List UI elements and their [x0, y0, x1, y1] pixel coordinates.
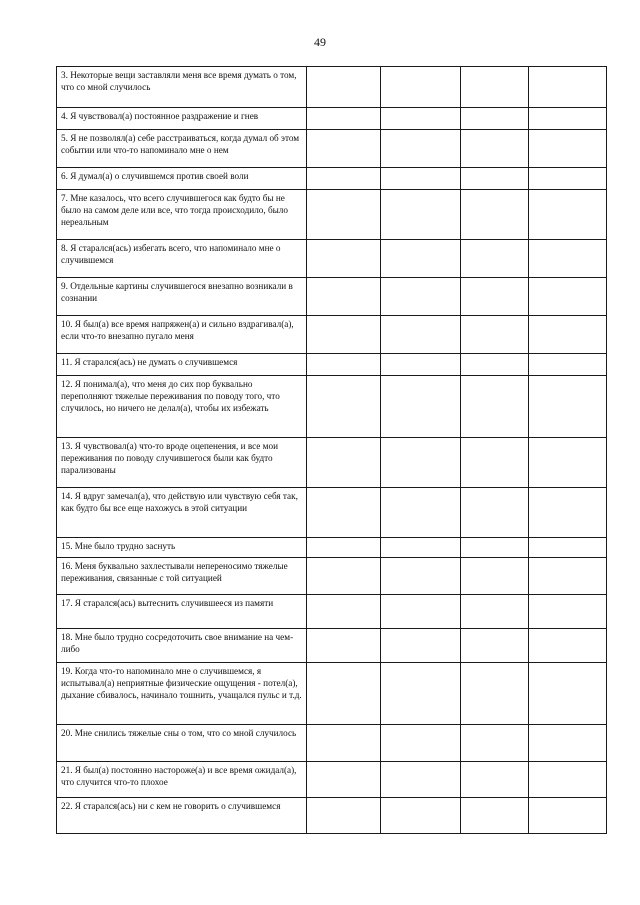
- answer-cell[interactable]: [529, 438, 607, 488]
- table-row: [57, 240, 607, 278]
- statement-cell: 22. Я старался(ась) ни с кем не говорить о случившемся: [57, 798, 307, 834]
- answer-cell[interactable]: [529, 798, 607, 834]
- answer-cell[interactable]: [461, 278, 529, 316]
- answer-cell[interactable]: [381, 190, 461, 240]
- answer-cell[interactable]: [529, 376, 607, 438]
- answer-cell[interactable]: [307, 376, 381, 438]
- table-row: [57, 663, 607, 725]
- answer-cell[interactable]: [381, 354, 461, 376]
- answer-cell[interactable]: [307, 798, 381, 834]
- statement-cell: 18. Мне было трудно сосредоточить свое внимание на чем-либо: [57, 629, 307, 663]
- answer-cell[interactable]: [529, 762, 607, 798]
- table-row: [57, 108, 607, 130]
- answer-cell[interactable]: [529, 168, 607, 190]
- answer-cell[interactable]: [381, 168, 461, 190]
- answer-cell[interactable]: [461, 629, 529, 663]
- answer-cell[interactable]: [381, 558, 461, 595]
- answer-cell[interactable]: [461, 538, 529, 558]
- answer-cell[interactable]: [461, 130, 529, 168]
- answer-cell[interactable]: [461, 762, 529, 798]
- answer-cell[interactable]: [529, 538, 607, 558]
- answer-cell[interactable]: [381, 278, 461, 316]
- table-row: [57, 725, 607, 762]
- answer-cell[interactable]: [529, 354, 607, 376]
- answer-cell[interactable]: [529, 629, 607, 663]
- answer-cell[interactable]: [529, 190, 607, 240]
- table-row: [57, 278, 607, 316]
- answer-cell[interactable]: [529, 130, 607, 168]
- answer-cell[interactable]: [529, 240, 607, 278]
- answer-cell[interactable]: [307, 354, 381, 376]
- statement-cell: 13. Я чувствовал(а) что-то вроде оцепенения, и все мои переживания по поводу случившегося были как будто парализованы: [57, 438, 307, 488]
- statement-cell: 20. Мне снились тяжелые сны о том, что со мной случилось: [57, 725, 307, 762]
- answer-cell[interactable]: [307, 278, 381, 316]
- answer-cell[interactable]: [381, 663, 461, 725]
- statement-cell: 7. Мне казалось, что всего случившегося как будто бы не было на самом деле или все, что тогда происходило, было нереальным: [57, 190, 307, 240]
- answer-cell[interactable]: [307, 316, 381, 354]
- answer-cell[interactable]: [461, 316, 529, 354]
- table-row: [57, 67, 607, 108]
- statement-cell: 10. Я был(а) все время напряжен(а) и сильно вздрагивал(а), если что-то внезапно пугало меня: [57, 316, 307, 354]
- answer-cell[interactable]: [307, 438, 381, 488]
- statement-cell: 4. Я чувствовал(а) постоянное раздражение и гнев: [57, 108, 307, 130]
- statement-cell: 17. Я старался(ась) вытеснить случившееся из памяти: [57, 595, 307, 629]
- answer-cell[interactable]: [381, 438, 461, 488]
- statement-cell: 6. Я думал(а) о случившемся против своей воли: [57, 168, 307, 190]
- answer-cell[interactable]: [307, 130, 381, 168]
- answer-cell[interactable]: [529, 67, 607, 108]
- answer-cell[interactable]: [381, 488, 461, 538]
- answer-cell[interactable]: [307, 190, 381, 240]
- answer-cell[interactable]: [461, 376, 529, 438]
- answer-cell[interactable]: [461, 67, 529, 108]
- answer-cell[interactable]: [461, 190, 529, 240]
- statement-cell: 11. Я старался(ась) не думать о случившемся: [57, 354, 307, 376]
- answer-cell[interactable]: [381, 240, 461, 278]
- statement-cell: 15. Мне было трудно заснуть: [57, 538, 307, 558]
- answer-cell[interactable]: [461, 798, 529, 834]
- answer-cell[interactable]: [307, 629, 381, 663]
- answer-cell[interactable]: [381, 725, 461, 762]
- answer-cell[interactable]: [461, 240, 529, 278]
- page-number: 49: [314, 35, 326, 49]
- answer-cell[interactable]: [461, 725, 529, 762]
- statement-cell: 21. Я был(а) постоянно настороже(а) и все время ожидал(а), что случится что-то плохое: [57, 762, 307, 798]
- statement-cell: 8. Я старался(ась) избегать всего, что напоминало мне о случившемся: [57, 240, 307, 278]
- answer-cell[interactable]: [381, 130, 461, 168]
- answer-cell[interactable]: [307, 725, 381, 762]
- answer-cell[interactable]: [461, 108, 529, 130]
- table-row: [57, 316, 607, 354]
- answer-cell[interactable]: [461, 438, 529, 488]
- answer-cell[interactable]: [529, 663, 607, 725]
- answer-cell[interactable]: [307, 168, 381, 190]
- answer-cell[interactable]: [307, 67, 381, 108]
- table-row: [57, 629, 607, 663]
- table-row: [57, 558, 607, 595]
- answer-cell[interactable]: [307, 488, 381, 538]
- table-row: [57, 488, 607, 538]
- answer-cell[interactable]: [461, 354, 529, 376]
- answer-cell[interactable]: [381, 316, 461, 354]
- answer-cell[interactable]: [307, 558, 381, 595]
- answer-cell[interactable]: [307, 108, 381, 130]
- answer-cell[interactable]: [461, 168, 529, 190]
- answer-cell[interactable]: [381, 108, 461, 130]
- table-row: [57, 376, 607, 438]
- answer-cell[interactable]: [529, 278, 607, 316]
- answer-cell[interactable]: [461, 595, 529, 629]
- answer-cell[interactable]: [381, 595, 461, 629]
- table-row: [57, 762, 607, 798]
- table-row: [57, 438, 607, 488]
- answer-cell[interactable]: [529, 558, 607, 595]
- statement-cell: 9. Отдельные картины случившегося внезапно возникали в сознании: [57, 278, 307, 316]
- statement-cell: 16. Меня буквально захлестывали непереносимо тяжелые переживания, связанные с той ситуацией: [57, 558, 307, 595]
- table-row: [57, 595, 607, 629]
- answer-cell[interactable]: [307, 538, 381, 558]
- answer-cell[interactable]: [461, 558, 529, 595]
- table-row: [57, 190, 607, 240]
- answer-cell[interactable]: [381, 538, 461, 558]
- statement-cell: 14. Я вдруг замечал(а), что действую или чувствую себя так, как будто бы все еще нахожусь в этой ситуации: [57, 488, 307, 538]
- statement-cell: 5. Я не позволял(а) себе расстраиваться, когда думал об этом событии или что-то напоминало мне о нем: [57, 130, 307, 168]
- statement-cell: 19. Когда что-то напоминало мне о случившемся, я испытывал(а) неприятные физические ощущения - потел(а), дыхание сбивалось, начинало тошнить, учащался пульс и т.д.: [57, 663, 307, 725]
- table-row: [57, 798, 607, 834]
- answer-cell[interactable]: [529, 725, 607, 762]
- table-row: [57, 354, 607, 376]
- answer-cell[interactable]: [307, 240, 381, 278]
- answer-cell[interactable]: [529, 108, 607, 130]
- answer-cell[interactable]: [529, 488, 607, 538]
- answer-cell[interactable]: [381, 629, 461, 663]
- answer-cell[interactable]: [307, 762, 381, 798]
- statement-cell: 3. Некоторые вещи заставляли меня все время думать о том, что со мной случилось: [57, 67, 307, 108]
- answer-cell[interactable]: [307, 595, 381, 629]
- answer-cell[interactable]: [461, 488, 529, 538]
- answer-cell[interactable]: [381, 67, 461, 108]
- questionnaire-table: [56, 66, 607, 834]
- answer-cell[interactable]: [381, 798, 461, 834]
- answer-cell[interactable]: [381, 376, 461, 438]
- answer-cell[interactable]: [307, 663, 381, 725]
- table-row: [57, 168, 607, 190]
- answer-cell[interactable]: [529, 595, 607, 629]
- answer-cell[interactable]: [461, 663, 529, 725]
- statement-cell: 12. Я понимал(а), что меня до сих пор буквально переполняют тяжелые переживания по поводу того, что случилось, но ничего не делал(а), чтобы их избежать: [57, 376, 307, 438]
- answer-cell[interactable]: [529, 316, 607, 354]
- table-row: [57, 538, 607, 558]
- answer-cell[interactable]: [381, 762, 461, 798]
- table-row: [57, 130, 607, 168]
